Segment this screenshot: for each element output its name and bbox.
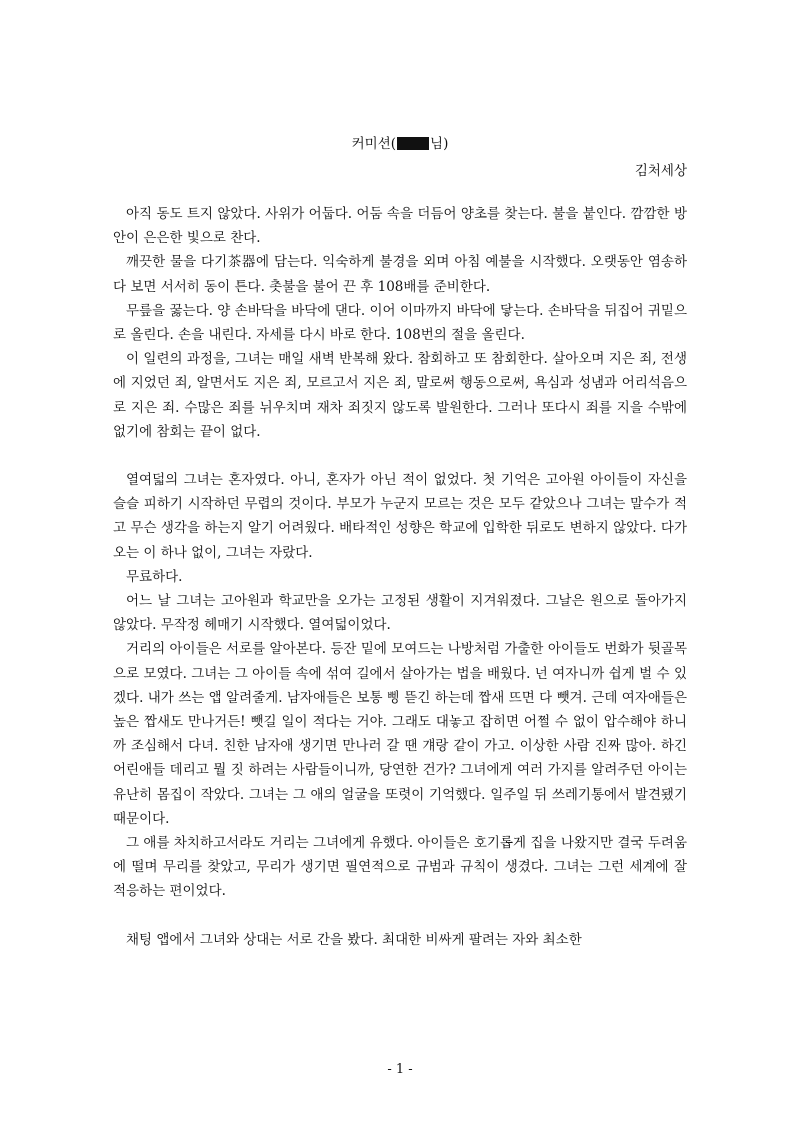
paragraph: 거리의 아이들은 서로를 알아본다. 등잔 밑에 모여드는 나방처럼 가출한 아이들도 번화가 뒷골목으로 모였다. 그녀는 그 아이들 속에 섞여 길에서 살아가는 법을 배웠다. 넌 여자니까 쉽게 벌 수 있겠다. 내가 쓰는 앱 알려줄게. 남자애들은 보통 삥 뜯긴 하는데 짭새 뜨면 다 뺏겨. 근데 여자애들은 높은 짭새도 만나거든! 뺏길 일이 적다는 거야. 그래도 대놓고 잡히면 어쩔 수 없이 압수해야 하니까 조심해서 다녀. 친한 남자애 생기면 만나러 갈 땐 걔랑 같이 가고. 이상한 사람 진짜 많아. 하긴 어린애들 데리고 뭘 짓 하려는 사람들이니까, 당연한 건가? 그녀에게 여러 가지를 알려주던 아이는 유난히 몸집이 작았다. 그녀는 그 애의 얼굴을 또렷이 기억했다. 일주일 뒤 쓰레기통에서 발견됐기 때문이다. xyxy=(113,641,687,827)
body-text xyxy=(113,202,687,952)
document-title xyxy=(0,132,800,152)
page-number: - 1 - xyxy=(387,1062,413,1077)
paragraph: 열여덟의 그녀는 혼자였다. 아니, 혼자가 아닌 적이 없었다. 첫 기억은 고아원 아이들이 자신을 슬슬 피하기 시작하던 무렵의 것이다. 부모가 누군지 모르는 것은 모두 같았으나 그녀는 말수가 적고 무슨 생각을 하는지 알기 어려웠다. 배타적인 성향은 학교에 입학한 뒤로도 변하지 않았다. 다가오는 이 하나 없이, 그녀는 자랐다. xyxy=(113,472,687,561)
paragraph: 아직 동도 트지 않았다. 사위가 어둡다. 어둠 속을 더듬어 양초를 찾는다. 불을 붙인다. 깜깜한 방 안이 은은한 빛으로 찬다. xyxy=(113,206,687,247)
paragraph: 이 일련의 과정을, 그녀는 매일 새벽 반복해 왔다. 참회하고 또 참회한다. 살아오며 지은 죄, 전생에 지었던 죄, 알면서도 지은 죄, 모르고서 지은 죄, 말로써 행동으로써, 욕심과 성냄과 어리석음으로 지은 죄. 수많은 죄를 뉘우치며 재차 죄짓지 않도록 발원한다. 그러나 또다시 죄를 지을 수밖에 없기에 참회는 끝이 없다. xyxy=(113,351,687,440)
paragraph: 그 애를 차치하고서라도 거리는 그녀에게 유했다. 아이들은 호기롭게 집을 나왔지만 결국 두려움에 떨며 무리를 찾았고, 무리가 생기면 필연적으로 규범과 규칙이 생겼다. 그녀는 그런 세계에 잘 적응하는 편이었다. xyxy=(113,835,687,900)
author-name: 김처세상 xyxy=(634,163,687,179)
paragraph: 채팅 앱에서 그녀와 상대는 서로 간을 봤다. 최대한 비싸게 팔려는 자와 최소한 xyxy=(126,931,582,948)
paragraph: 무료하다. xyxy=(126,568,183,585)
title-prefix: 커미션( xyxy=(351,136,397,152)
title-suffix: 님) xyxy=(430,136,449,152)
paragraph: 무릎을 꿇는다. 양 손바닥을 바닥에 댄다. 이어 이마까지 바닥에 닿는다. 손바닥을 뒤집어 귀밑으로 올린다. 손을 내린다. 자세를 다시 바로 한다. 108번의 절을 올린다. xyxy=(113,302,687,344)
paragraph: 어느 날 그녀는 고아원과 학교만을 오가는 고정된 생활이 지겨워졌다. 그날은 원으로 돌아가지 않았다. 무작정 헤매기 시작했다. 열여덟이었다. xyxy=(113,593,687,634)
paragraph: 깨끗한 물을 다기茶器에 담는다. 익숙하게 불경을 외며 아침 예불을 시작했다. 오랫동안 염송하다 보면 서서히 동이 튼다. 촛불을 불어 끈 후 108배를 준비한다. xyxy=(113,254,687,295)
section-break xyxy=(113,444,687,468)
redacted-name-box xyxy=(397,137,429,150)
section-break xyxy=(113,904,687,928)
